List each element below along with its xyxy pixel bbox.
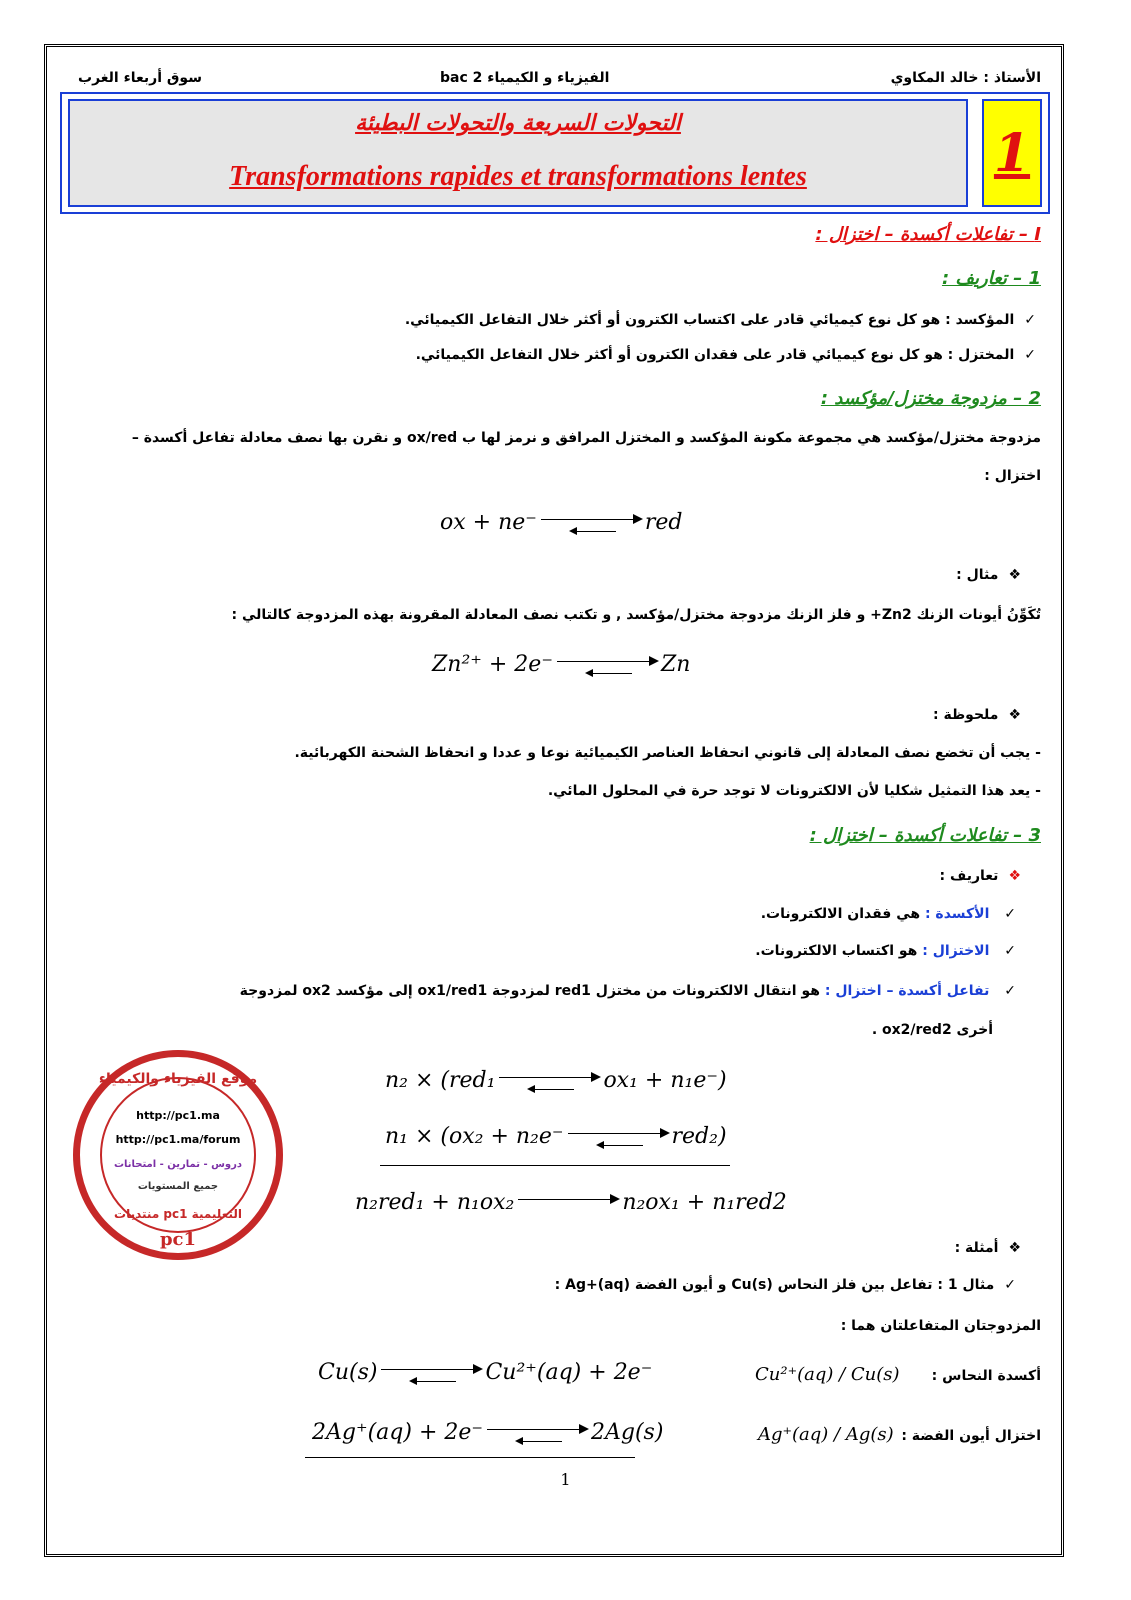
- title-arabic: التحولات السريعة والتحولات البطيئة: [355, 111, 681, 136]
- couples-label: المزدوجتان المتفاعلتان هما :: [840, 1318, 1041, 1334]
- site-stamp: [73, 1050, 283, 1260]
- eq-sum-left: n₂red₁ + n₁ox₂: [355, 1190, 515, 1215]
- eq-half1-right: ox₁ + n₁e⁻): [603, 1068, 727, 1093]
- silver-red-label: اختزال أيون الفضة :: [901, 1428, 1041, 1444]
- equation-general: [440, 510, 683, 535]
- equilibrium-arrow-icon: [568, 1127, 668, 1147]
- stamp-url-2: http://pc1.ma/forum: [115, 1133, 241, 1146]
- equilibrium-arrow-icon: [487, 1423, 587, 1443]
- oxidation-term: الأكسدة :: [924, 906, 990, 922]
- equilibrium-arrow-icon: [499, 1071, 599, 1091]
- eq-zinc-left: Zn²⁺ + 2e⁻: [432, 652, 553, 677]
- section-1-3-heading: 3 – تفاعلات أكسدة – اختزال :: [809, 825, 1041, 846]
- eq-cu-left: Cu(s): [318, 1360, 378, 1385]
- equation-cu: [318, 1360, 652, 1385]
- def-oxidation: [761, 906, 1016, 922]
- eq-ag-left: 2Ag⁺(aq) + 2e⁻: [312, 1420, 483, 1445]
- redox-term: تفاعل أكسدة – اختزال :: [824, 983, 990, 999]
- section-1-1-heading: 1 – تعاريف :: [941, 268, 1041, 289]
- redox-def: هو انتقال الالكترونات من مختزل red1 لمزدوجة ox1/red1 إلى مؤكسد ox2 لمزدوجة: [239, 983, 820, 999]
- eq-cu-right: Cu²⁺(aq) + 2e⁻: [485, 1360, 653, 1385]
- couple-text-1: مزدوجة مختزل/مؤكسد هي مجموعة مكونة المؤكسد و المختزل المرافق و نرمز لها ب ox/red و نقرن بها نصف معادلة تفاعل أكسدة –: [131, 430, 1041, 446]
- eq-half2-right: red₂): [671, 1124, 727, 1149]
- example-label: [956, 567, 1021, 583]
- title-box: [60, 92, 1050, 214]
- subject-label: الفيزياء و الكيمياء 2 bac: [440, 70, 610, 86]
- example-1-text: مثال 1 : تفاعل بين فلز النحاس Cu(s) و أيون الفضة Ag+(aq) :: [554, 1277, 995, 1293]
- equation-half-2: [385, 1124, 727, 1149]
- equilibrium-arrow-icon: [541, 513, 641, 533]
- equation-zinc: [432, 652, 690, 677]
- stamp-bottom-text: منتديات pc1 التعليمية: [114, 1207, 242, 1221]
- cu-couple: Cu²⁺(aq) / Cu(s): [755, 1364, 900, 1385]
- def-oxidant: [405, 312, 1036, 328]
- def-reductant-text: المختزل : هو كل نوع كيميائي قادر على فقدان الكترون أو أكثر خلال التفاعل الكيميائي.: [415, 347, 1015, 363]
- reduction-def: هو اكتساب الالكترونات.: [755, 943, 918, 959]
- section-1-heading: I – تفاعلات أكسدة – اختزال :: [815, 224, 1041, 245]
- stamp-url-1: http://pc1.ma: [136, 1109, 220, 1122]
- eq-ag-right: 2Ag(s): [591, 1420, 664, 1445]
- equilibrium-arrow-icon: [557, 655, 657, 675]
- example-1: [555, 1277, 1016, 1293]
- oxidation-def: هي فقدان الالكترونات.: [760, 906, 921, 922]
- defs-label: [940, 868, 1021, 884]
- defs-label-text: تعاريف :: [939, 868, 999, 884]
- eq-zinc-right: Zn: [660, 652, 691, 677]
- eq-half1-left: n₂ × (red₁: [385, 1068, 496, 1093]
- examples-label-text: أمثلة :: [954, 1240, 999, 1256]
- section-1-2-heading: 2 – مزدوجة مختزل/مؤكسد :: [820, 388, 1041, 409]
- copper-ox-label: أكسدة النحاس :: [931, 1368, 1041, 1384]
- example-label-text: مثال :: [956, 567, 999, 583]
- title-french: Transformations rapides et transformations lentes: [229, 161, 807, 192]
- def-oxidant-text: المؤكسد : هو كل نوع كيميائي قادر على اكتساب الكترون أو أكثر خلال التفاعل الكيميائي.: [404, 312, 1015, 328]
- eq-half2-left: n₁ × (ox₂ + n₂e⁻: [385, 1124, 564, 1149]
- title-panel: [68, 99, 968, 207]
- lesson-number-box: [982, 99, 1042, 207]
- couple-text-2: اختزال :: [984, 468, 1041, 484]
- def-redox: [240, 983, 1016, 999]
- stamp-top-text: موقع الفيزياء والكيمياء: [98, 1071, 258, 1087]
- reduction-term: الاختزال :: [922, 943, 990, 959]
- equilibrium-arrow-icon: [381, 1363, 481, 1383]
- stamp-line-4: جميع المستويات: [137, 1181, 219, 1192]
- note-label-text: ملحوظة :: [933, 707, 999, 723]
- page-number: 1: [560, 1470, 571, 1489]
- def-reduction: [755, 943, 1016, 959]
- equation-sum: [355, 1190, 787, 1215]
- zinc-text: تُكَوِّنُ أيونات الزنك Zn2+ و فلز الزنك مزدوجة مختزل/مؤكسد , و تكتب نصف المعادلة المقرونة بهذه المزدوجة كالتالي :: [231, 607, 1041, 623]
- examples-label: [955, 1240, 1021, 1256]
- equation-ag: [312, 1420, 663, 1445]
- equation-half-1: [385, 1068, 727, 1093]
- location-label: سوق أربعاء الغرب: [78, 70, 202, 86]
- def-reductant: [416, 347, 1036, 363]
- eq-sum-right: n₂ox₁ + n₁red2: [622, 1190, 787, 1215]
- lesson-number: 1: [993, 122, 1031, 184]
- redox-def-2: أخرى ox2/red2 .: [871, 1022, 993, 1038]
- forward-arrow-icon: [518, 1193, 618, 1213]
- ag-underline: [305, 1457, 635, 1458]
- stamp-brand: pc1: [159, 1229, 197, 1250]
- note-2: - يعد هذا التمثيل شكليا لأن الالكترونات لا توجد حرة في المحلول المائي.: [547, 783, 1041, 799]
- sum-line: [380, 1165, 730, 1166]
- eq-general-right: red: [644, 510, 683, 535]
- ag-couple: Ag⁺(aq) / Ag(s): [758, 1424, 894, 1445]
- stamp-line-3: دروس - تمارين - امتحانات: [113, 1159, 243, 1170]
- note-label: [933, 707, 1021, 723]
- note-1: - يجب أن تخضع نصف المعادلة إلى قانوني انحفاظ العناصر الكيميائية نوعا و عددا و انحفاظ الشحنة الكهربائية.: [294, 745, 1041, 761]
- eq-general-left: ox + ne⁻: [440, 510, 537, 535]
- teacher-name: الأستاذ : خالد المكاوي: [890, 70, 1041, 86]
